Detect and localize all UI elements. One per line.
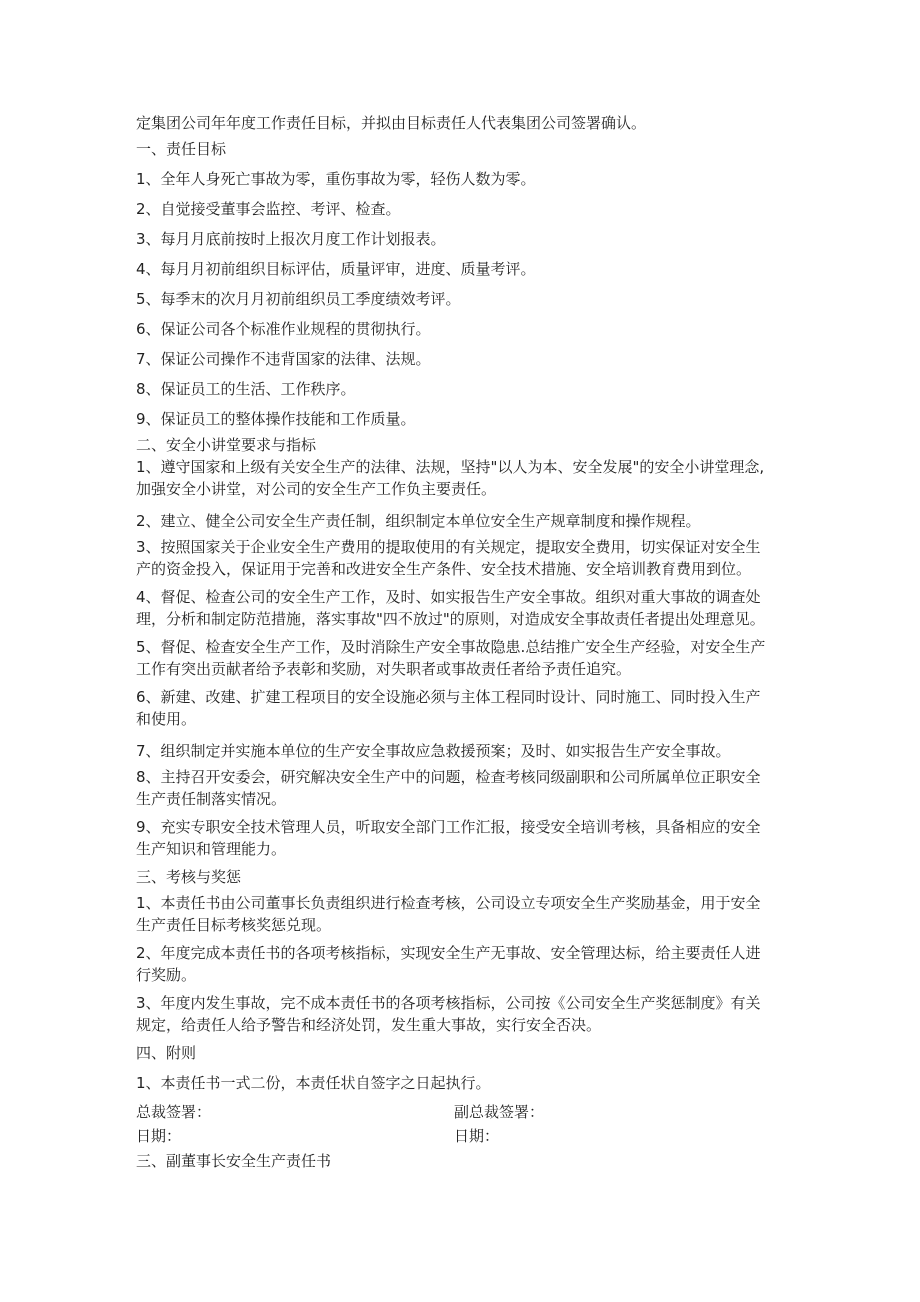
list-item	[136, 456, 796, 506]
list-item	[136, 536, 796, 586]
date-row	[136, 1124, 796, 1148]
item-line: 4、督促、检查公司的安全生产工作，及时、如实报告生产安全事故。组织对重大事故的调查处	[136, 588, 761, 606]
item-line: 生产责任制落实情况。	[136, 790, 287, 808]
vice-president-date-label: 日期：	[454, 1127, 500, 1145]
list-item	[136, 992, 796, 1042]
list-item	[136, 586, 796, 636]
section2-list	[136, 456, 796, 866]
list-item: 1、本责任书一式二份，本责任状自签字之日起执行。	[136, 1074, 491, 1092]
vice-president-signature-label: 副总裁签署：	[454, 1103, 545, 1121]
signature-row	[136, 1100, 796, 1124]
list-item: 2、自觉接受董事会监控、考评、检查。	[136, 200, 401, 218]
section2-heading: 二、安全小讲堂要求与指标	[136, 436, 317, 454]
list-item	[136, 636, 796, 686]
item-line: 1、遵守国家和上级有关安全生产的法律、法规，坚持"以人为本、安全发展"的安全小讲堂理念,	[136, 458, 765, 476]
president-date-label: 日期：	[136, 1127, 182, 1145]
section4-heading: 四、附则	[136, 1044, 197, 1062]
section4-list	[136, 1068, 796, 1098]
section3-heading: 三、考核与奖惩	[136, 868, 242, 886]
section3-list	[136, 892, 796, 1042]
item-line: 生产知识和管理能力。	[136, 840, 287, 858]
next-section-heading: 三、副董事长安全生产责任书	[136, 1152, 332, 1170]
list-item	[136, 766, 796, 816]
list-item	[136, 892, 796, 942]
list-item: 5、每季末的次月月初前组织员工季度绩效考评。	[136, 290, 461, 308]
signature-block	[136, 1100, 796, 1148]
list-item	[136, 816, 796, 866]
item-line: 和使用。	[136, 710, 197, 728]
list-item	[136, 506, 796, 536]
list-item	[136, 736, 796, 766]
item-line: 规定，给责任人给予警告和经济处罚，发生重大事故，实行安全否决。	[136, 1016, 602, 1034]
list-item	[136, 686, 796, 736]
item-line: 理，分析和制定防范措施，落实事故"四不放过"的原则，对造成安全事故责任者提出处理意见。	[136, 610, 765, 628]
item-line: 2、年度完成本责任书的各项考核指标，实现安全生产无事故、安全管理达标，给主要责任人进	[136, 944, 761, 962]
intro-text: 定集团公司年年度工作责任目标，并拟由目标责任人代表集团公司签署确认。	[136, 114, 647, 132]
item-line: 产的资金投入，保证用于完善和改进安全生产条件、安全技术措施、安全培训教育费用到位。	[136, 560, 752, 578]
list-item: 7、保证公司操作不违背国家的法律、法规。	[136, 350, 431, 368]
item-line: 3、按照国家关于企业安全生产费用的提取使用的有关规定，提取安全费用，切实保证对安全生	[136, 538, 761, 556]
list-item: 1、全年人身死亡事故为零，重伤事故为零，轻伤人数为零。	[136, 170, 536, 188]
section1-list	[136, 164, 796, 434]
list-item: 6、保证公司各个标准作业规程的贯彻执行。	[136, 320, 431, 338]
president-signature-label: 总裁签署：	[136, 1103, 212, 1121]
item-line: 1、本责任书由公司董事长负责组织进行检查考核，公司设立专项安全生产奖励基金，用于安全	[136, 894, 761, 912]
list-item: 4、每月月初前组织目标评估，质量评审，进度、质量考评。	[136, 260, 536, 278]
list-item: 9、保证员工的整体操作技能和工作质量。	[136, 410, 416, 428]
item-line: 加强安全小讲堂，对公司的安全生产工作负主要责任。	[136, 480, 497, 498]
item-line: 9、充实专职安全技术管理人员，听取安全部门工作汇报，接受安全培训考核，具备相应的安全	[136, 818, 761, 836]
section1-heading: 一、责任目标	[136, 140, 227, 158]
item-line: 生产责任目标考核奖惩兑现。	[136, 916, 332, 934]
list-item: 8、保证员工的生活、工作秩序。	[136, 380, 356, 398]
item-line: 行奖励。	[136, 966, 197, 984]
item-line: 6、新建、改建、扩建工程项目的安全设施必须与主体工程同时设计、同时施工、同时投入生产	[136, 688, 761, 706]
item-line: 7、组织制定并实施本单位的生产安全事故应急救援预案；及时、如实报告生产安全事故。	[136, 742, 731, 760]
list-item: 3、每月月底前按时上报次月度工作计划报表。	[136, 230, 446, 248]
item-line: 3、年度内发生事故，完不成本责任书的各项考核指标，公司按《公司安全生产奖惩制度》有关	[136, 994, 761, 1012]
item-line: 2、建立、健全公司安全生产责任制，组织制定本单位安全生产规章制度和操作规程。	[136, 512, 701, 530]
document-page	[136, 112, 796, 1172]
list-item	[136, 942, 796, 992]
item-line: 工作有突出贡献者给予表彰和奖励，对失职者或事故责任者给予责任追究。	[136, 660, 632, 678]
item-line: 8、主持召开安委会，研究解决安全生产中的问题，检查考核同级副职和公司所属单位正职安全	[136, 768, 761, 786]
item-line: 5、督促、检查安全生产工作，及时消除生产安全事故隐患.总结推广安全生产经验，对安全生产	[136, 638, 766, 656]
